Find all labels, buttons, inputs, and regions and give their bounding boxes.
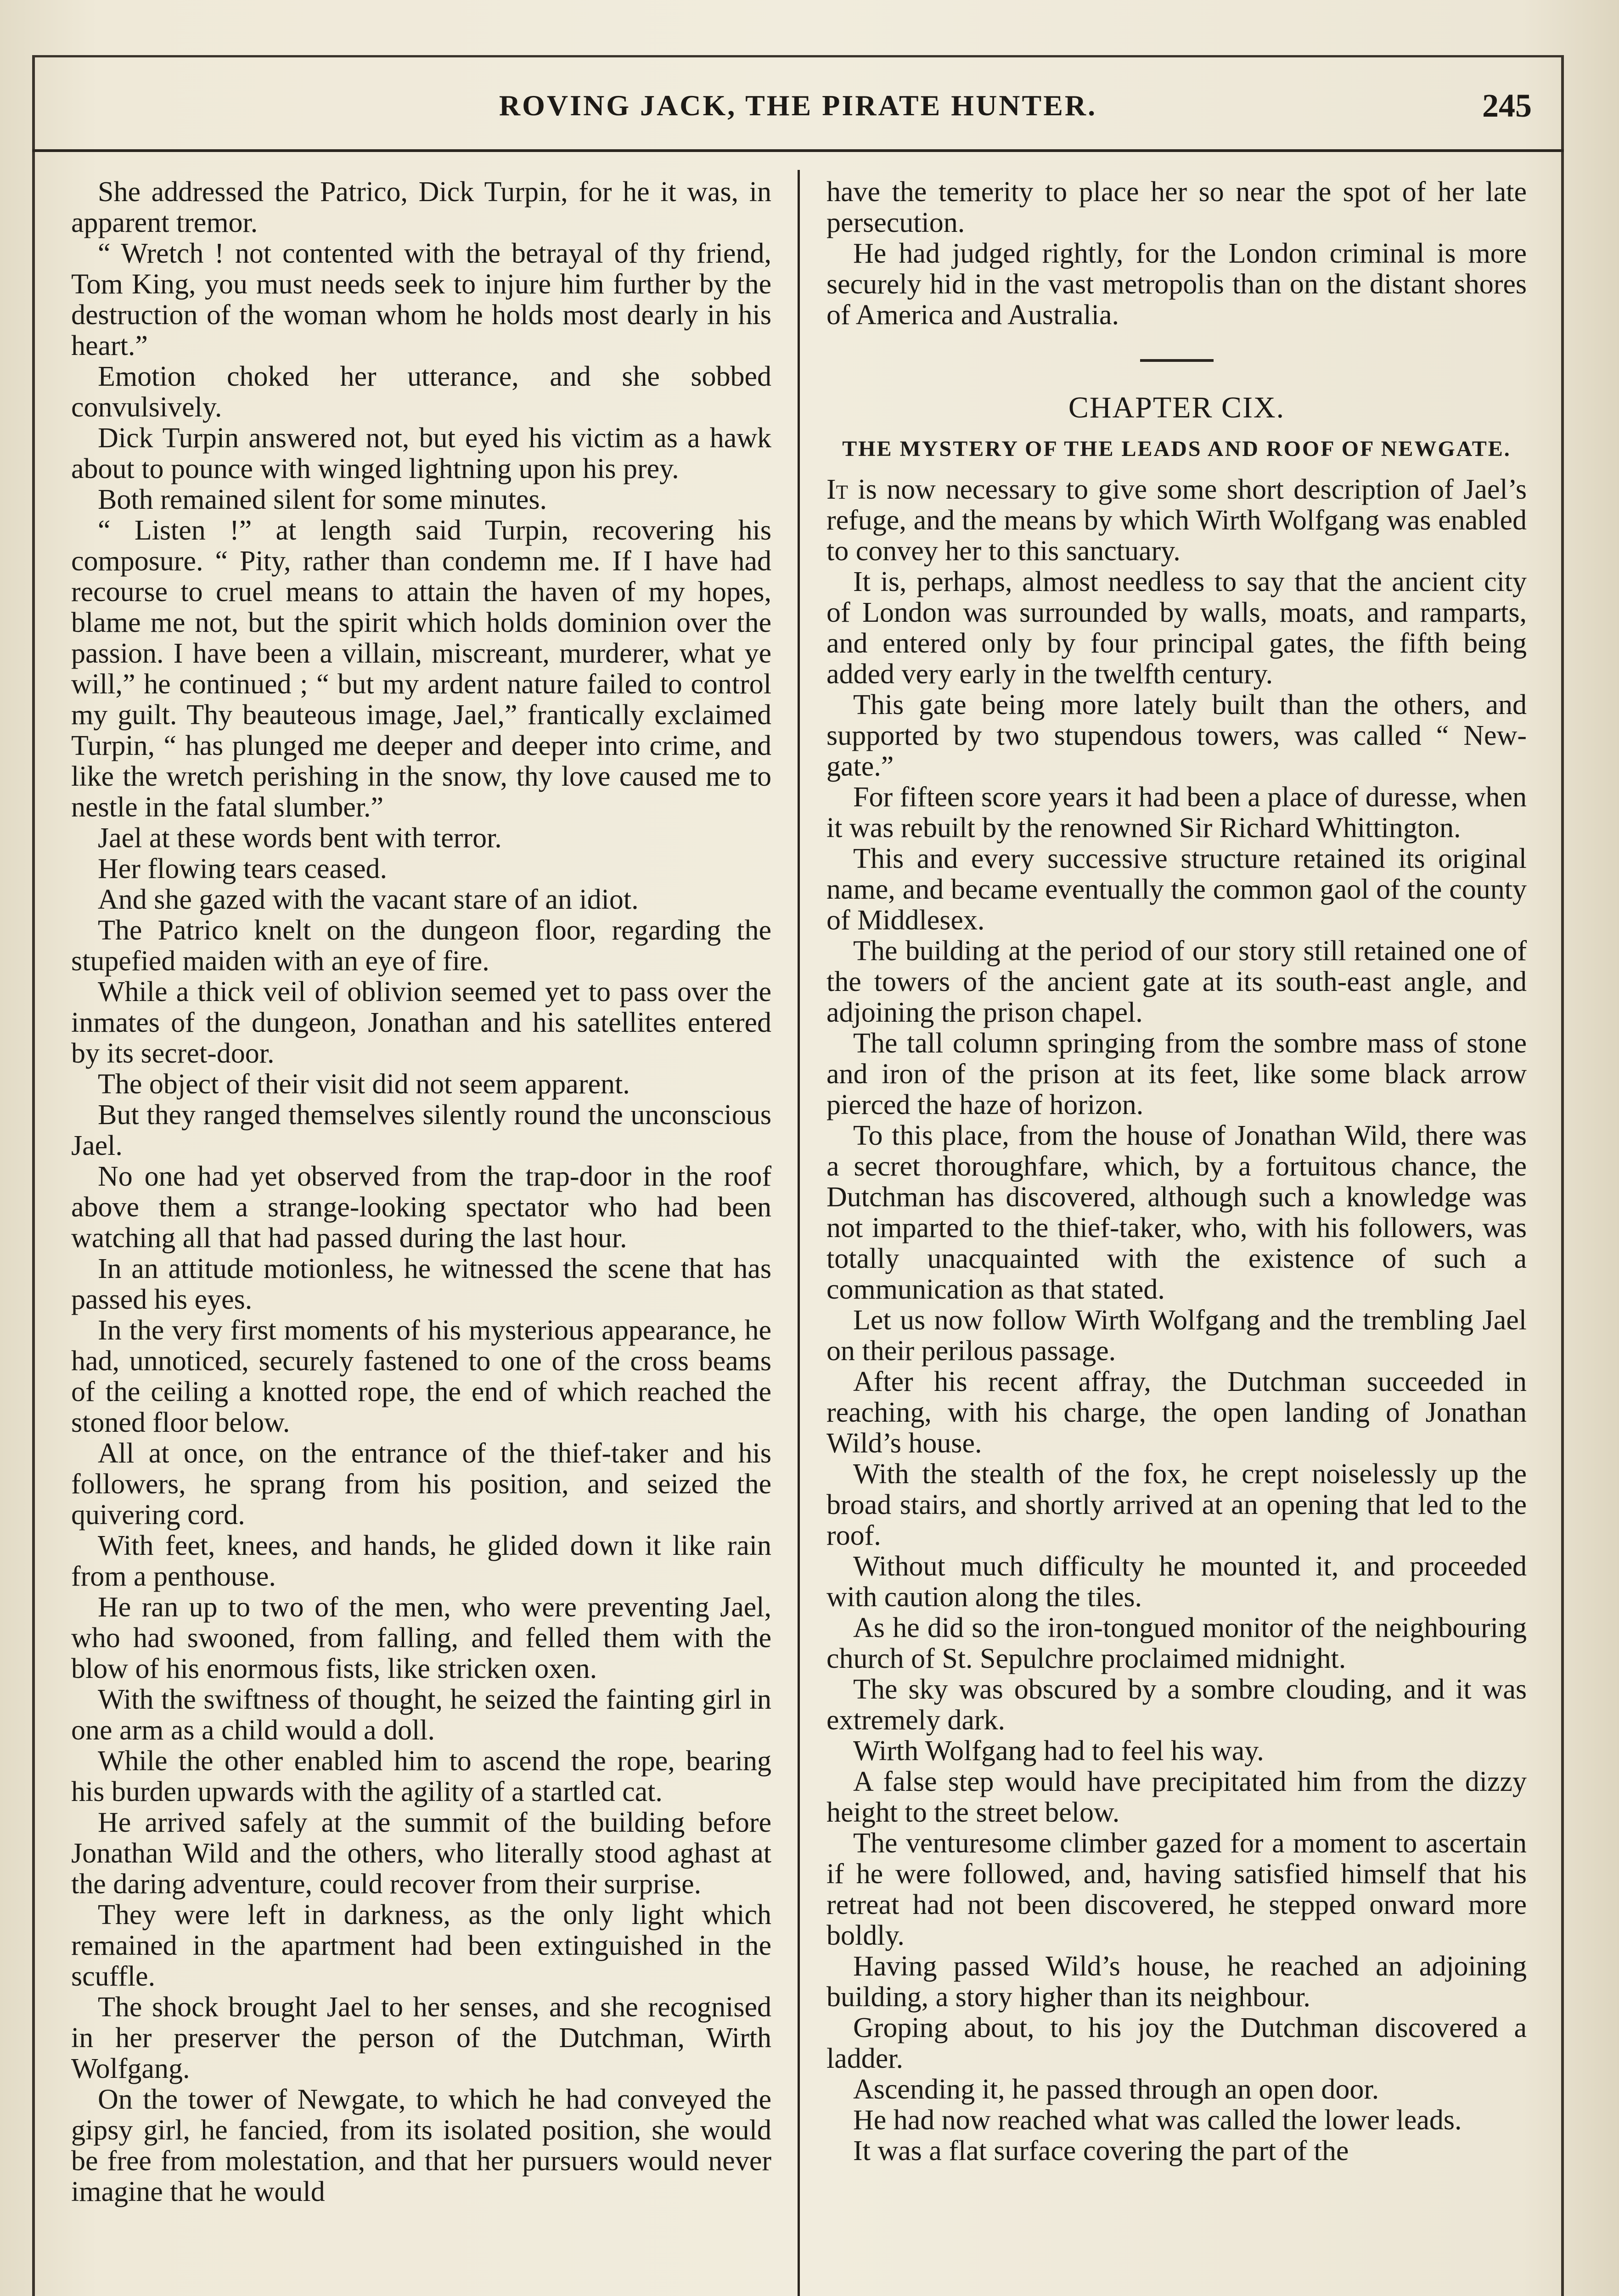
paragraph: Jael at these words bent with terror. xyxy=(98,822,502,854)
opening-text: is now necessary to give some short description of Jael’s refuge, and the means by which Wirth Wolfgang was enabled to convey her to this sanctuary. xyxy=(826,474,1527,567)
paragraph: Groping about, to his joy the Dutchman discovered a ladder. xyxy=(826,2012,1527,2074)
paragraph: To this place, from the house of Jonathan Wild, there was a secret thoroughfare, which, by a fortuitous chance, the Dutchman has discovered, although such a knowledge was not imparted to the thief-taker, who, with his followers, was totally unacquainted with the existence of such a communication as that stated. xyxy=(826,1120,1527,1305)
opening-word: It xyxy=(826,474,848,505)
paragraph: In the very first moments of his mysterious appearance, he had, unnoticed, securely fastened to one of the cross beams of the ceiling a knotted rope, the end of which reached the stoned floor below. xyxy=(71,1315,771,1438)
paragraph: Emotion choked her utterance, and she sobbed convulsively. xyxy=(71,361,771,423)
section-separator-rule xyxy=(1140,359,1214,362)
paragraph: While a thick veil of oblivion seemed yet to pass over the inmates of the dungeon, Jonathan and his satellites entered by its secret-door. xyxy=(71,976,771,1069)
paragraph: It was a flat surface covering the part of the xyxy=(853,2135,1349,2167)
paragraph: They were left in darkness, as the only light which remained in the apartment had been extinguished in the scuffle. xyxy=(71,1899,771,1992)
paragraph: As he did so the iron-tongued monitor of the neighbouring church of St. Sepulchre proclaimed midnight. xyxy=(826,1612,1527,1674)
paragraph: With the swiftness of thought, he seized the fainting girl in one arm as a child would a doll. xyxy=(71,1684,771,1746)
paragraph: Wirth Wolfgang had to feel his way. xyxy=(853,1735,1264,1767)
paragraph: The object of their visit did not seem apparent. xyxy=(98,1069,630,1100)
running-title: ROVING JACK, THE PIRATE HUNTER. xyxy=(499,89,1097,122)
paragraph: “ Listen !” at length said Turpin, recovering his composure. “ Pity, rather than condemn me. If I have had recourse to cruel means to attain the haven of my hopes, blame me not, but the spirit which holds dominion over the passion. I have been a villain, miscreant, murderer, what ye will,” he continued ; “ but my ardent nature failed to control my guilt. Thy beauteous image, Jael,” frantically exclaimed Turpin, “ has plunged me deeper and deeper into crime, and like the wretch perishing in the snow, thy love caused me to nestle in the fatal slumber.” xyxy=(71,515,771,823)
paragraph: This gate being more lately built than the others, and supported by two stupendous towers, was called “ New-gate.” xyxy=(826,689,1527,782)
paragraph: While the other enabled him to ascend the rope, bearing his burden upwards with the agility of a startled cat. xyxy=(71,1745,771,1807)
paragraph: A false step would have precipitated him from the dizzy height to the street below. xyxy=(826,1766,1527,1828)
paragraph: “ Wretch ! not contented with the betrayal of thy friend, Tom King, you must needs seek to injure him further by the destruction of the woman whom he holds most dearly in his heart.” xyxy=(71,238,771,361)
paragraph: The sky was obscured by a sombre clouding, and it was extremely dark. xyxy=(826,1674,1527,1736)
paragraph: The Patrico knelt on the dungeon floor, regarding the stupefied maiden with an eye of fire. xyxy=(71,915,771,977)
paragraph: No one had yet observed from the trap-door in the roof above them a strange-looking spectator who had been watching all that had passed during the last hour. xyxy=(71,1161,771,1254)
left-border-rule xyxy=(32,55,35,2296)
paragraph: With feet, knees, and hands, he glided down it like rain from a penthouse. xyxy=(71,1530,771,1592)
chapter-opening-paragraph xyxy=(826,474,1527,567)
page-header xyxy=(32,78,1564,156)
paragraph: This and every successive structure retained its original name, and became eventually the common gaol of the county of Middlesex. xyxy=(826,843,1527,936)
paragraph: Let us now follow Wirth Wolfgang and the trembling Jael on their perilous passage. xyxy=(826,1305,1527,1367)
paragraph: The venturesome climber gazed for a moment to ascertain if he were followed, and, having satisfied himself that his retreat had not been discovered, he stepped onward more boldly. xyxy=(826,1828,1527,1951)
left-column xyxy=(71,177,771,2207)
paragraph: Without much difficulty he mounted it, and proceeded with caution along the tiles. xyxy=(826,1551,1527,1613)
paragraph: In an attitude motionless, he witnessed the scene that has passed his eyes. xyxy=(71,1253,771,1315)
paragraph: He ran up to two of the men, who were preventing Jael, who had swooned, from falling, and felled them with the blow of his enormous fists, like stricken oxen. xyxy=(71,1592,771,1684)
continued-paragraph: have the temerity to place her so near the spot of her late persecution. xyxy=(826,176,1527,238)
right-border-rule xyxy=(1561,55,1564,2296)
paragraph: The tall column springing from the sombre mass of stone and iron of the prison at its feet, like some black arrow pierced the haze of horizon. xyxy=(826,1028,1527,1120)
paragraph: Both remained silent for some minutes. xyxy=(98,484,547,515)
chapter-subtitle: THE MYSTERY OF THE LEADS AND ROOF OF NEWGATE. xyxy=(842,437,1511,461)
paragraph: He had judged rightly, for the London criminal is more securely hid in the vast metropolis than on the distant shores of America and Australia. xyxy=(826,238,1527,331)
paragraph: All at once, on the entrance of the thief-taker and his followers, he sprang from his position, and seized the quivering cord. xyxy=(71,1438,771,1531)
paragraph: It is, perhaps, almost needless to say that the ancient city of London was surrounded by walls, moats, and ramparts, and entered only by four principal gates, the fifth being added very early in the twelfth century. xyxy=(826,566,1527,690)
paragraph: The shock brought Jael to her senses, and she recognised in her preserver the person of the Dutchman, Wirth Wolfgang. xyxy=(71,1992,771,2084)
top-border-rule xyxy=(32,55,1564,57)
paragraph: He had now reached what was called the lower leads. xyxy=(853,2105,1462,2136)
paragraph: She addressed the Patrico, Dick Turpin, for he it was, in apparent tremor. xyxy=(71,176,771,238)
paragraph: And she gazed with the vacant stare of an idiot. xyxy=(98,884,639,915)
paragraph: Having passed Wild’s house, he reached an adjoining building, a story higher than its neighbour. xyxy=(826,1951,1527,2013)
paragraph: He arrived safely at the summit of the building before Jonathan Wild and the others, who literally stood aghast at the daring adventure, could recover from their surprise. xyxy=(71,1807,771,1900)
column-divider xyxy=(798,170,800,2296)
paragraph: For fifteen score years it had been a place of duresse, when it was rebuilt by the renowned Sir Richard Whittington. xyxy=(826,782,1527,844)
paragraph: But they ranged themselves silently round the unconscious Jael. xyxy=(71,1099,771,1161)
paragraph: After his recent affray, the Dutchman succeeded in reaching, with his charge, the open landing of Jonathan Wild’s house. xyxy=(826,1366,1527,1459)
paragraph: With the stealth of the fox, he crept noiselessly up the broad stairs, and shortly arrived at an opening that led to the roof. xyxy=(826,1458,1527,1551)
chapter-heading: CHAPTER CIX. xyxy=(1068,391,1285,424)
page-number: 245 xyxy=(1482,87,1532,124)
right-column xyxy=(826,177,1527,2167)
paragraph: Her flowing tears ceased. xyxy=(98,853,388,884)
paragraph: Dick Turpin answered not, but eyed his victim as a hawk about to pounce with winged lightning upon his prey. xyxy=(71,422,771,484)
paragraph: On the tower of Newgate, to which he had conveyed the gipsy girl, he fancied, from its isolated position, she would be free from molestation, and that her pursuers would never imagine that he would xyxy=(71,2084,771,2207)
paragraph: The building at the period of our story still retained one of the towers of the ancient gate at its south-east angle, and adjoining the prison chapel. xyxy=(826,935,1527,1028)
header-rule xyxy=(32,149,1564,152)
paragraph: Ascending it, he passed through an open door. xyxy=(853,2074,1379,2105)
